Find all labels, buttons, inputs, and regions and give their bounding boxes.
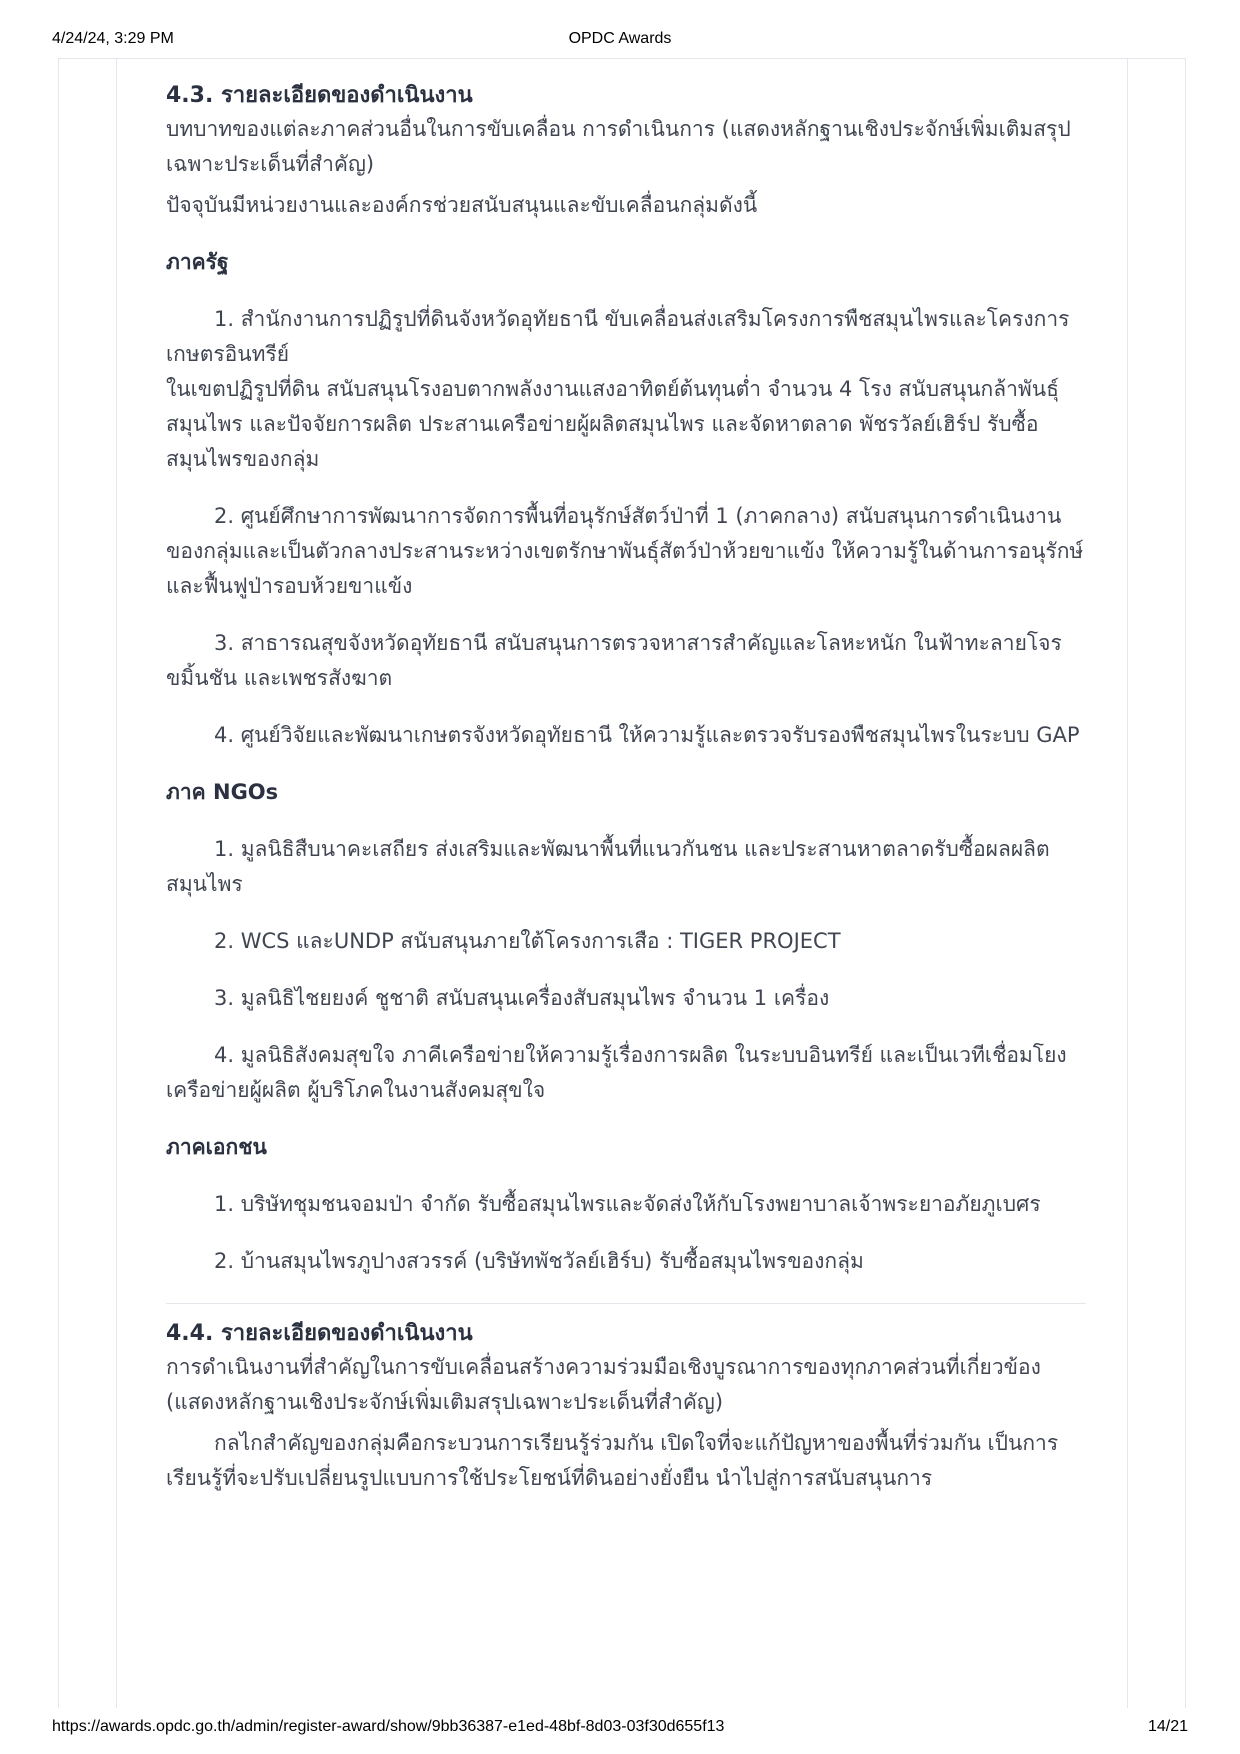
group-heading-ngos: ภาค NGOs <box>166 780 279 804</box>
section-4-3 <box>166 80 1086 1279</box>
section-body: กลไกสำคัญของกลุ่มคือกระบวนการเรียนรู้ร่วมกัน เปิดใจที่จะแก้ปัญหาของพื้นที่ร่วมกัน เป็นการเรียนรู้ที่จะปรับเปลี่ยนรูปแบบการใช้ประโยชน์ที่ดินอย่างยั่งยืน นำไปสู่การสนับสนุนการ <box>166 1431 1059 1490</box>
print-header <box>0 28 1240 50</box>
list-item: 4. ศูนย์วิจัยและพัฒนาเกษตรจังหวัดอุทัยธานี ให้ความรู้และตรวจรับรองพืชสมุนไพรในระบบ GAP <box>214 723 1080 747</box>
section-title: 4.4. รายละเอียดของดำเนินงาน <box>166 1321 473 1346</box>
section-description: การดำเนินงานที่สำคัญในการขับเคลื่อนสร้างความร่วมมือเชิงบูรณาการของทุกภาคส่วนที่เกี่ยวข้อง (แสดงหลักฐานเชิงประจักษ์เพิ่มเติมสรุปเฉพาะประเด็นที่สำคัญ) <box>166 1355 1041 1414</box>
list-item: 3. มูลนิธิไชยยงค์ ชูชาติ สนับสนุนเครื่องสับสมุนไพร จำนวน 1 เครื่อง <box>214 986 830 1010</box>
section-description: บทบาทของแต่ละภาคส่วนอื่นในการขับเคลื่อน การดำเนินการ (แสดงหลักฐานเชิงประจักษ์เพิ่มเติมสรุปเฉพาะประเด็นที่สำคัญ) <box>166 117 1071 176</box>
section-divider <box>166 1303 1086 1304</box>
print-page-number: 14/21 <box>1147 1718 1188 1735</box>
list-item: 3. สาธารณสุขจังหวัดอุทัยธานี สนับสนุนการตรวจหาสารสำคัญและโลหะหนัก ในฟ้าทะลายโจร ขมิ้นชัน และเพชรสังฆาต <box>166 631 1062 690</box>
print-datetime: 4/24/24, 3:29 PM <box>52 30 174 47</box>
list-item: 1. สำนักงานการปฏิรูปที่ดินจังหวัดอุทัยธานี ขับเคลื่อนส่งเสริมโครงการพืชสมุนไพรและโครงการเกษตรอินทรีย์ ในเขตปฏิรูปที่ดิน สนับสนุนโรงอบตากพลังงานแสงอาทิตย์ต้นทุนต่ำ จำนวน 4 โรง สนับสนุนกล้าพันธุ์สมุนไพร และปัจจัยการผลิต ประสานเครือข่ายผู้ผลิตสมุนไพร และจัดหาตลาด พัชรวัลย์เฮิร์ป รับซื้อสมุนไพรของกลุ่ม <box>166 307 1070 471</box>
list-item: 2. บ้านสมุนไพรภูปางสวรรค์ (บริษัทพัชวัลย์เฮิร์บ) รับซื้อสมุนไพรของกลุ่ม <box>214 1249 864 1273</box>
print-footer <box>0 1716 1240 1738</box>
section-title: 4.3. รายละเอียดของดำเนินงาน <box>166 83 473 108</box>
group-heading-private: ภาคเอกชน <box>166 1135 267 1159</box>
list-item: 2. WCS และUNDP สนับสนุนภายใต้โครงการเสือ : TIGER PROJECT <box>214 929 841 953</box>
main-content <box>166 80 1086 1518</box>
group-heading-government: ภาครัฐ <box>166 250 229 274</box>
list-item: 2. ศูนย์ศึกษาการพัฒนาการจัดการพื้นที่อนุรักษ์สัตว์ป่าที่ 1 (ภาคกลาง) สนับสนุนการดำเนินงานของกลุ่มและเป็นตัวกลางประสานระหว่างเขตรักษาพันธุ์สัตว์ป่าห้วยขาแข้ง ให้ความรู้ในด้านการอนุรักษ์และฟื้นฟูป่ารอบห้วยขาแข้ง <box>166 504 1084 598</box>
print-page-title: OPDC Awards <box>568 30 672 47</box>
print-url: https://awards.opdc.go.th/admin/register-award/show/9bb36387-e1ed-48bf-8d03-03f30d655f13 <box>52 1718 725 1735</box>
list-item: 1. มูลนิธิสืบนาคะเสถียร ส่งเสริมและพัฒนาพื้นที่แนวกันชน และประสานหาตลาดรับซื้อผลผลิตสมุนไพร <box>166 837 1050 896</box>
list-item: 1. บริษัทชุมชนจอมป่า จำกัด รับซื้อสมุนไพรและจัดส่งให้กับโรงพยาบาลเจ้าพระยาอภัยภูเบศร <box>214 1192 1041 1216</box>
section-intro: ปัจจุบันมีหน่วยงานและองค์กรช่วยสนับสนุนและขับเคลื่อนกลุ่มดังนี้ <box>166 193 758 217</box>
list-item: 4. มูลนิธิสังคมสุขใจ ภาคีเครือข่ายให้ความรู้เรื่องการผลิต ในระบบอินทรีย์ และเป็นเวทีเชื่อมโยงเครือข่ายผู้ผลิต ผู้บริโภคในงานสังคมสุขใจ <box>166 1043 1067 1102</box>
section-4-4 <box>166 1318 1086 1496</box>
